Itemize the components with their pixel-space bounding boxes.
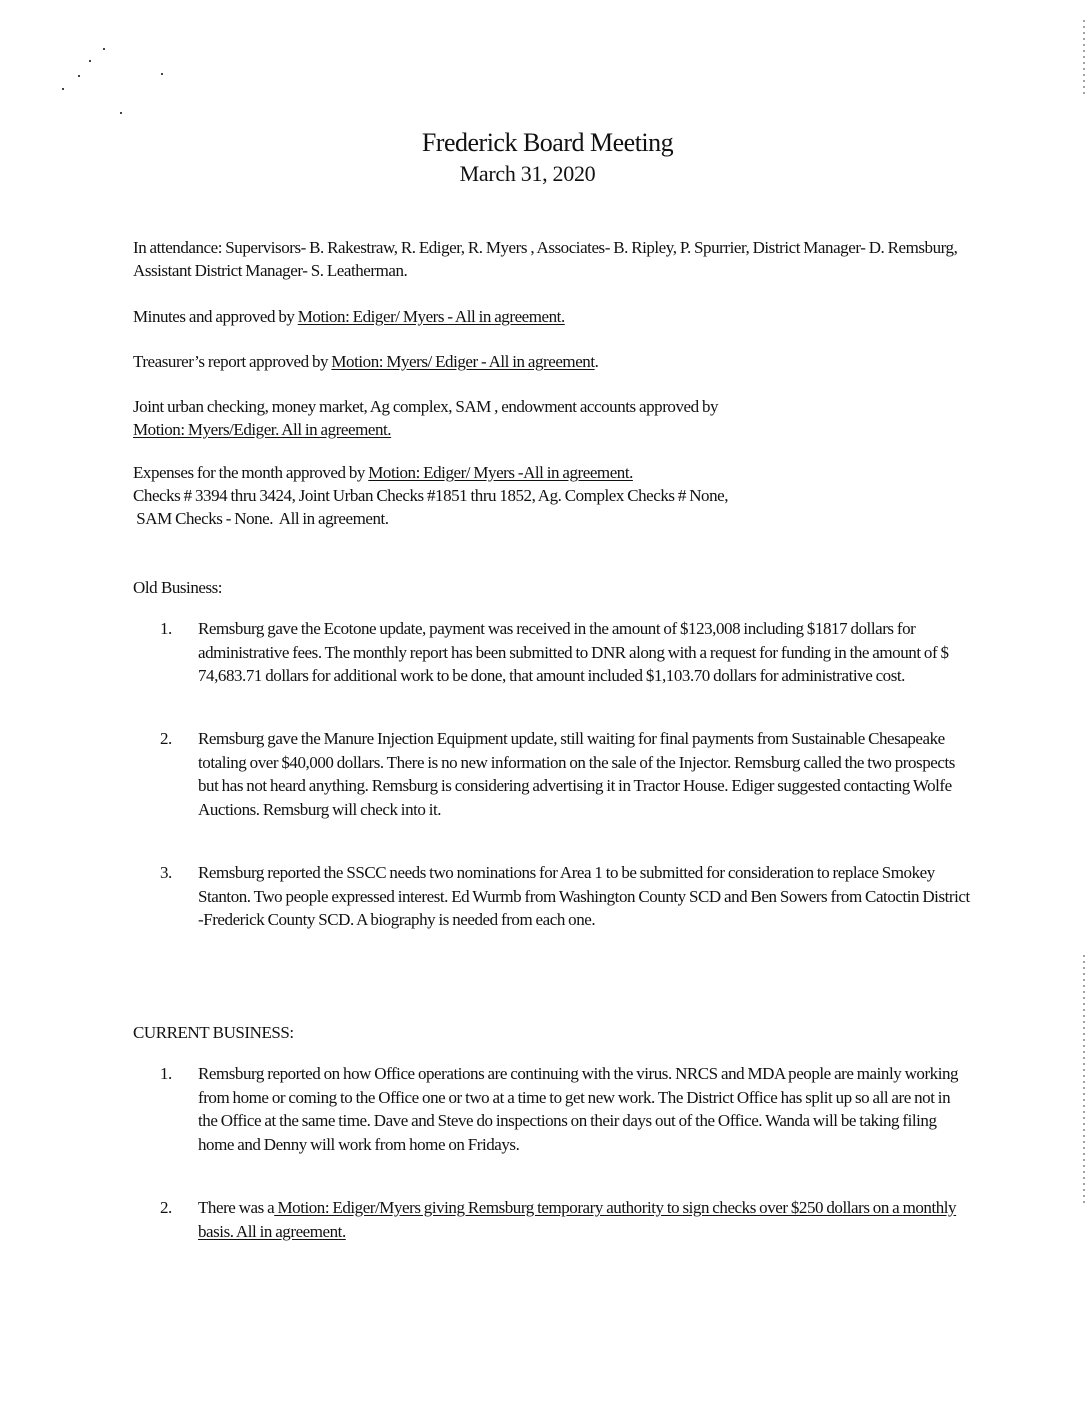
meeting-date: March 31, 2020 [459, 161, 596, 186]
minutes-motion: Motion: Ediger/ Myers - All in agreement. [297, 307, 565, 326]
item-prefix: There was a [198, 1198, 275, 1217]
item-number: 1. [160, 619, 172, 638]
expenses-approval [133, 461, 973, 530]
document-title: Frederick Board Meeting [421, 128, 674, 157]
old-business-item [160, 861, 970, 932]
scan-speck [89, 60, 91, 62]
item-text: Remsburg gave the Manure Injection Equipment update, still waiting for final payments from Sustainable Chesapeake totaling over $40,000 dollars. There is no new information on the sale of the Injector. Remsburg called the two prospects but has not heard anything. Remsburg is considering advertising it in Tractor House. Ediger suggested contacting Wolfe Auctions. Remsburg will check into it. [198, 729, 955, 819]
minutes-prefix: Minutes and approved by [133, 307, 298, 326]
scan-speck [78, 75, 80, 77]
scan-speck [62, 88, 64, 90]
scan-speck [103, 48, 105, 50]
item-text: Remsburg reported on how Office operations are continuing with the virus. NRCS and MDA people are mainly working from home or coming to the Office one or two at a time to get new work. The District Office has split up so all are not in the Office at the same time. Dave and Steve do inspections on their days out of the Office. Wanda will be taking filing home and Denny will work from home on Fridays. [198, 1064, 959, 1154]
minutes-approval [133, 305, 973, 328]
accounts-prefix: Joint urban checking, money market, Ag complex, SAM , endowment accounts approved by [133, 397, 719, 416]
old-business-item [160, 727, 970, 821]
treasurer-report-approval [133, 350, 973, 373]
expenses-prefix: Expenses for the month approved by [133, 463, 369, 482]
treasurer-suffix: . [594, 352, 599, 371]
attendance-paragraph: In attendance: Supervisors- B. Rakestraw, R. Ediger, R. Myers , Associates- B. Ripley, P. Spurrier, District Manager- D. Remsburg, Assistant District Manager- S. Leatherman. [133, 238, 958, 280]
scan-edge-marks [1083, 955, 1085, 1205]
old-business-heading: Old Business: [133, 578, 223, 597]
item-number: 1. [160, 1064, 172, 1083]
item-number: 2. [160, 729, 172, 748]
item-number: 3. [160, 863, 172, 882]
item-text: Remsburg gave the Ecotone update, payment was received in the amount of $123,008 including $1817 dollars for administrative fees. The monthly report has been submitted to DNR along with a request for funding in the amount of $ 74,683.71 dollars for additional work to be done, that amount included $1,103.70 dollars for administrative cost. [198, 619, 949, 685]
item-number: 2. [160, 1198, 172, 1217]
current-business-item [160, 1062, 970, 1156]
accounts-approval [133, 395, 973, 441]
scan-edge-marks [1083, 20, 1085, 95]
check-authority-motion: Motion: Ediger/Myers giving Remsburg temporary authority to sign checks over $250 dollars on a monthly basis. All in agreement. [198, 1198, 957, 1241]
checks-line-1: Checks # 3394 thru 3424, Joint Urban Checks #1851 thru 1852, Ag. Complex Checks # None, [133, 486, 729, 505]
current-business-heading: CURRENT BUSINESS: [133, 1023, 294, 1042]
current-business-item [160, 1196, 970, 1243]
accounts-motion: Motion: Myers/Ediger. All in agreement. [133, 420, 392, 439]
expenses-motion: Motion: Ediger/ Myers -All in agreement. [368, 463, 633, 482]
old-business-item [160, 617, 970, 688]
checks-line-2: SAM Checks - None. All in agreement. [133, 509, 389, 528]
item-text [198, 1196, 970, 1243]
scan-speck [120, 112, 122, 114]
scan-speck [161, 73, 163, 75]
treasurer-prefix: Treasurer’s report approved by [133, 352, 332, 371]
treasurer-motion: Motion: Myers/ Ediger - All in agreement [331, 352, 595, 371]
item-text: Remsburg reported the SSCC needs two nominations for Area 1 to be submitted for consideration to replace Smokey Stanton. Two people expressed interest. Ed Wurmb from Washington County SCD and Ben Sowers from Catoctin District -Frederick County SCD. A biography is needed from each one. [198, 863, 970, 929]
